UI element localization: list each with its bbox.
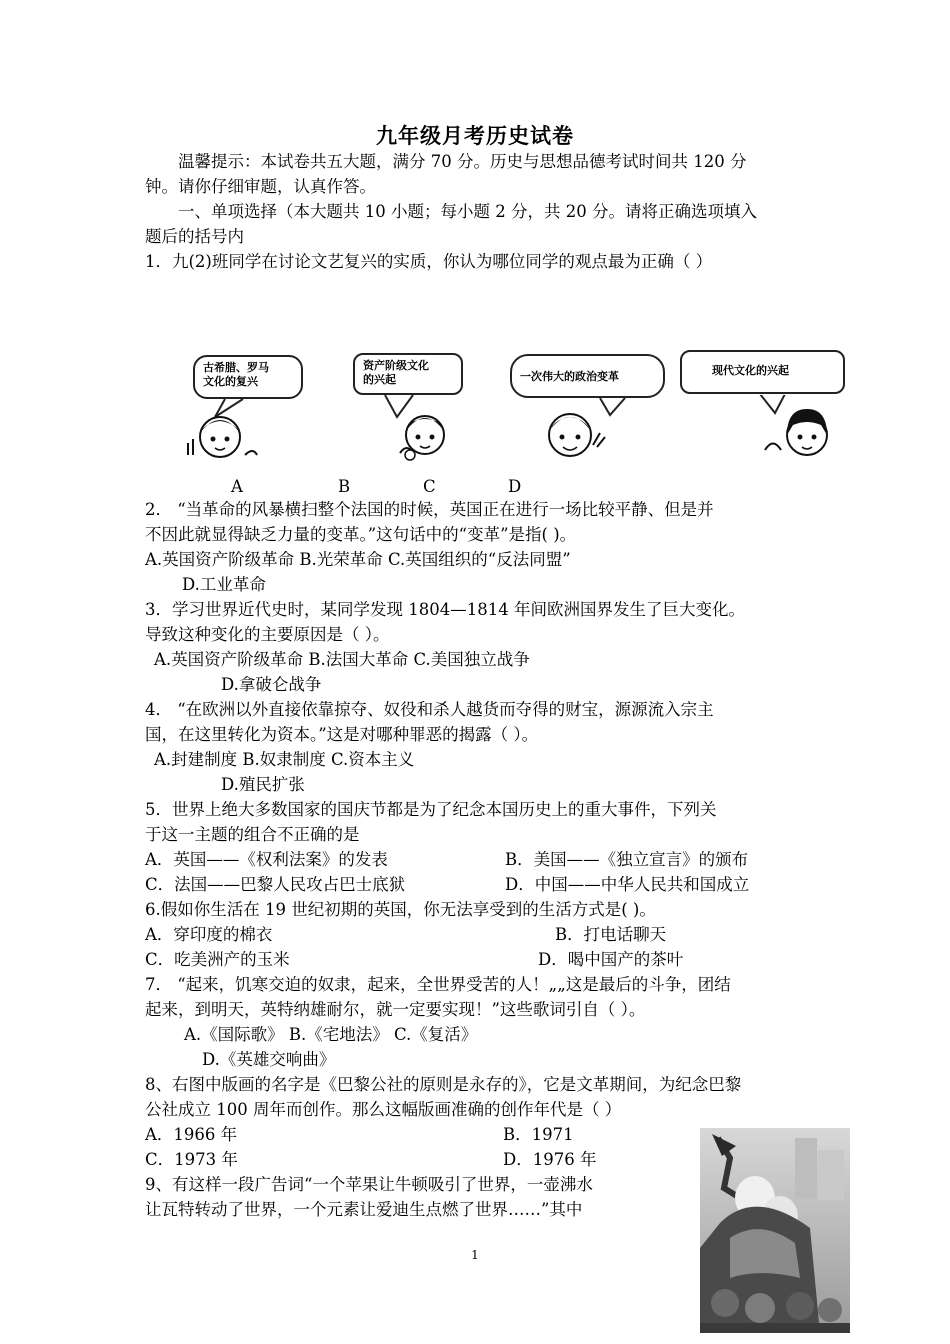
- q2-line-1: 2． “当革命的风暴横扫整个法国的时候，英国正在进行一场比较平静、但是并: [145, 500, 714, 519]
- q5-line-2: 于这一主题的组合不正确的是: [145, 825, 360, 844]
- q6-option-d: D．喝中国产的茶叶: [538, 950, 684, 969]
- kids-drawing: [185, 395, 865, 470]
- q1-label-c: C: [423, 477, 436, 496]
- q4-line-2: 国，在这里转化为资本。”这是对哪种罪恶的揭露（ ）。: [145, 725, 539, 744]
- q7-options: A.《国际歌》 B.《宅地法》 C.《复活》: [184, 1025, 478, 1044]
- section1-line-2: 题后的括号内: [145, 227, 244, 246]
- kid-d: [765, 409, 827, 455]
- q9-line-1: 9、有这样一段广告词“一个苹果让牛顿吸引了世界，一壶沸水: [145, 1175, 593, 1194]
- q1-stem: 1．九(2)班同学在讨论文艺复兴的实质，你认为哪位同学的观点最为正确（ ）: [145, 252, 713, 271]
- q3-line-1: 3．学习世界近代史时，某同学发现 1804—1814 年间欧洲国界发生了巨大变化。: [145, 600, 745, 619]
- q1-label-b: B: [338, 477, 351, 496]
- q8-line-1: 8、右图中版画的名字是《巴黎公社的原则是永存的》，它是文革期间，为纪念巴黎: [145, 1075, 742, 1094]
- q5-option-b: B．美国——《独立宣言》的颁布: [505, 850, 749, 869]
- q4-option-d: D.殖民扩张: [221, 775, 305, 794]
- q1-label-a: A: [231, 477, 243, 496]
- q3-option-d: D.拿破仑战争: [221, 675, 322, 694]
- kid-c: [549, 414, 605, 456]
- q8-line-2: 公社成立 100 周年而创作。那么这幅版画准确的创作年代是（ ）: [145, 1100, 622, 1119]
- q6-option-a: A．穿印度的棉衣: [145, 925, 273, 944]
- q5-option-d: D．中国——中华人民共和国成立: [505, 875, 750, 894]
- intro-line-1: 温馨提示：本试卷共五大题，满分 70 分。历史与思想品德考试时间共 120 分: [178, 152, 747, 171]
- bubble-b: 资产阶级文化 的兴起: [353, 353, 463, 395]
- page-title: 九年级月考历史试卷: [376, 123, 574, 148]
- q9-line-2: 让瓦特转动了世界，一个元素让爱迪生点燃了世界……”其中: [145, 1200, 583, 1219]
- bubble-c: 一次伟大的政治变革: [510, 354, 665, 398]
- q8-option-d: D．1976 年: [503, 1150, 597, 1169]
- bubble-a: 古希腊、罗马 文化的复兴: [193, 355, 303, 399]
- q8-option-b: B．1971: [503, 1125, 574, 1144]
- q4-line-1: 4． “在欧洲以外直接依靠掠夺、奴役和杀人越货而夺得的财宝，源源流入宗主: [145, 700, 714, 719]
- kid-b: [400, 416, 444, 460]
- q3-options: A.英国资产阶级革命 B.法国大革命 C.美国独立战争: [154, 650, 530, 669]
- q6-option-b: B．打电话聊天: [555, 925, 667, 944]
- q1-label-d: D: [508, 477, 522, 496]
- q6-option-c: C．吃美洲产的玉米: [145, 950, 290, 969]
- tail-b: [385, 395, 413, 417]
- q2-options: A.英国资产阶级革命 B.光荣革命 C.英国组织的“反法同盟”: [145, 550, 571, 569]
- q3-line-2: 导致这种变化的主要原因是（ ）。: [145, 625, 390, 644]
- q7-line-2: 起来，到明天，英特纳雄耐尔，就一定要实现！”这些歌词引自（ ）。: [145, 1000, 646, 1019]
- q8-option-a: A．1966 年: [145, 1125, 238, 1144]
- q7-line-1: 7． “起来，饥寒交迫的奴隶，起来，全世界受苦的人！„„这是最后的斗争，团结: [145, 975, 731, 994]
- intro-line-2: 钟。请你仔细审题，认真作答。: [145, 177, 376, 196]
- woodcut-print-image: [700, 1128, 850, 1333]
- q5-line-1: 5．世界上绝大多数国家的国庆节都是为了纪念本国历史上的重大事件，下列关: [145, 800, 717, 819]
- bubble-d: 现代文化的兴起: [680, 350, 845, 394]
- q7-option-d: D.《英雄交响曲》: [202, 1050, 336, 1069]
- q5-option-a: A．英国——《权利法案》的发表: [145, 850, 388, 869]
- q4-options: A.封建制度 B.奴隶制度 C.资本主义: [154, 750, 415, 769]
- q5-option-c: C．法国——巴黎人民攻占巴士底狱: [145, 875, 406, 894]
- q6-line-1: 6.假如你生活在 19 世纪初期的英国，你无法享受到的生活方式是( )。: [145, 900, 656, 919]
- page-number: 1: [471, 1248, 479, 1262]
- tail-c: [600, 398, 625, 415]
- tail-d: [760, 395, 785, 413]
- q2-option-d: D.工业革命: [182, 575, 266, 594]
- section1-line-1: 一、单项选择（本大题共 10 小题；每小题 2 分，共 20 分。请将正确选项填入: [178, 202, 757, 221]
- kid-a: [188, 417, 257, 457]
- q2-line-2: 不因此就显得缺乏力量的变革。”这句话中的“变革”是指( )。: [145, 525, 577, 544]
- q8-option-c: C．1973 年: [145, 1150, 238, 1169]
- tail-a: [215, 399, 243, 417]
